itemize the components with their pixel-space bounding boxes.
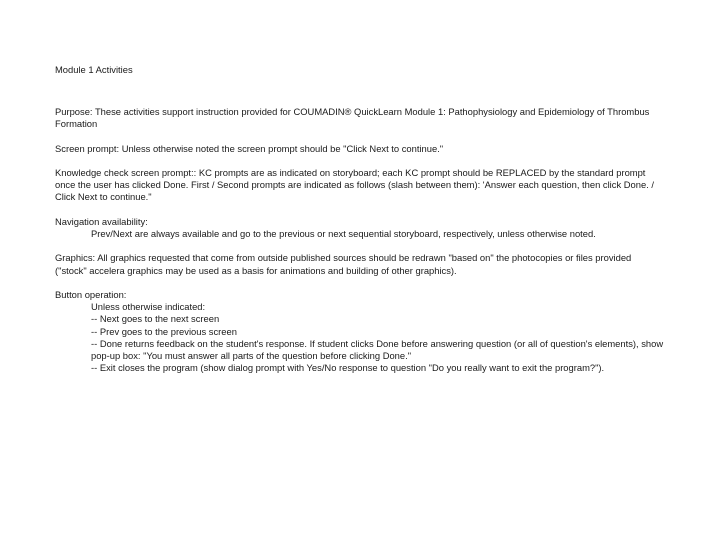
document-body (55, 106, 665, 387)
document-title: Module 1 Activities (55, 64, 133, 75)
navigation-heading: Navigation availability: (55, 215, 148, 227)
list-item: -- Prev goes to the previous screen (91, 325, 237, 337)
list-item: -- Next goes to the next screen (91, 313, 220, 325)
screen-prompt-section (55, 143, 665, 155)
list-item: -- Done returns feedback on the student's response. If student clicks Done before answering question (or all of question's elements), show pop-up box: "You must answer all parts of the question before clicking Done." (91, 337, 664, 361)
list-item: Unless otherwise indicated: (91, 301, 206, 313)
navigation-section (55, 216, 665, 240)
button-operation-section (55, 289, 665, 374)
knowledge-check-text: Knowledge check screen prompt:: KC prompts are as indicated on storyboard; each KC prompt should be REPLACED by the standard prompt once the user has clicked Done. First / Second prompts are indicated as follows (slash between them): 'Answer each question, then click Done. / Click Next to continue." (55, 166, 654, 203)
document-page (55, 0, 665, 540)
graphics-section (55, 252, 665, 276)
knowledge-check-section (55, 167, 665, 204)
navigation-text: Prev/Next are always available and go to the previous or next sequential storyboard, respectively, unless otherwise noted. (91, 227, 596, 239)
list-item: -- Exit closes the program (show dialog prompt with Yes/No response to question "Do you really want to exit the program?"). (91, 362, 605, 374)
purpose-section (55, 106, 665, 130)
screen-prompt-text: Screen prompt: Unless otherwise noted the screen prompt should be "Click Next to continue." (55, 142, 444, 154)
button-operation-heading: Button operation: (55, 288, 127, 300)
purpose-text: Purpose: These activities support instruction provided for COUMADIN® QuickLearn Module 1: Pathophysiology and Epidemiology of Thrombus Formation (55, 106, 650, 130)
graphics-text: Graphics: All graphics requested that come from outside published sources should be redrawn "based on" the photocopies or files provided ("stock" accelera graphics may be used as a basis for animations and building of other graphics). (55, 252, 632, 276)
button-operation-list (55, 301, 665, 374)
